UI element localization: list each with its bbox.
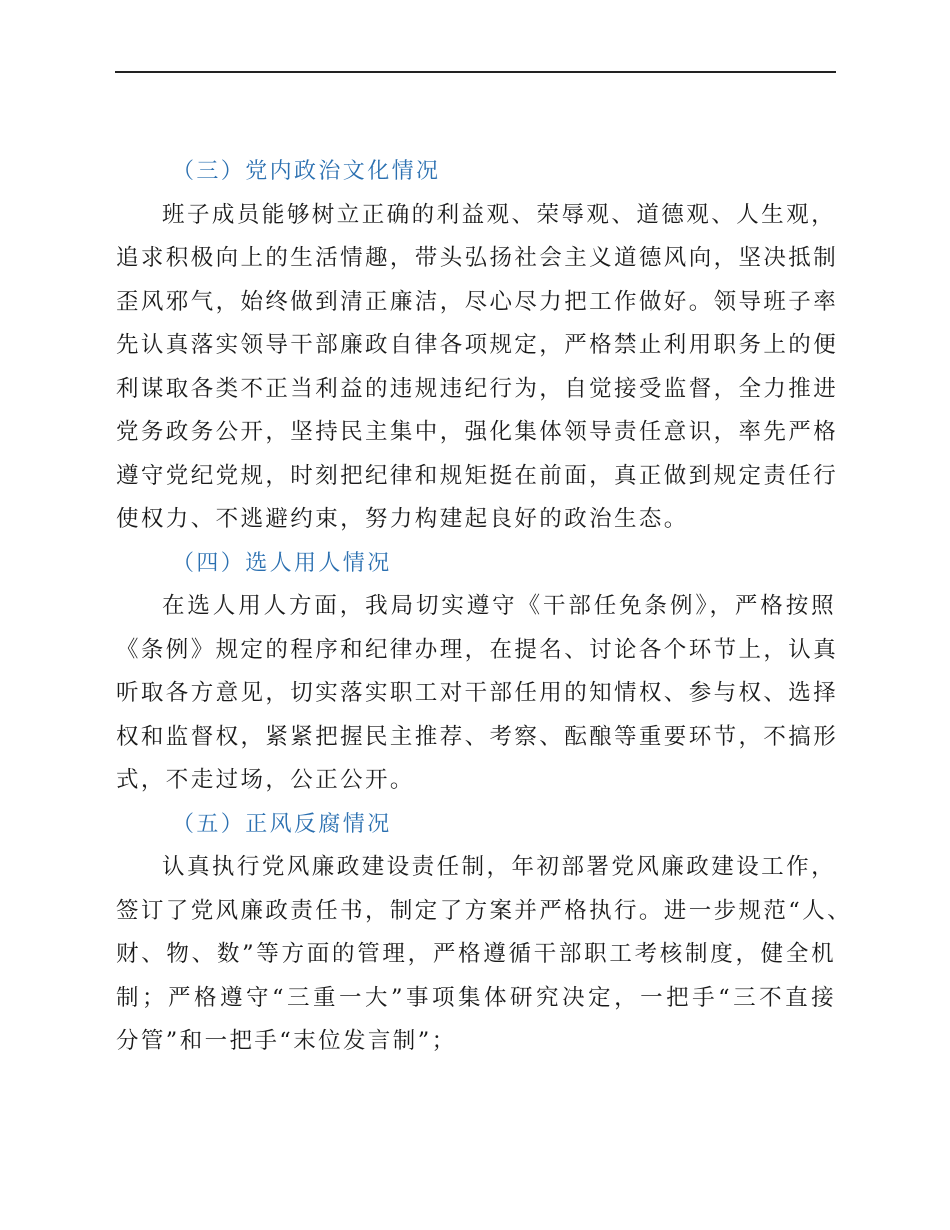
paragraph-line: 利谋取各类不正当利益的违规违纪行为，自觉接受监督，全力推进 — [116, 375, 839, 402]
section-heading-personnel-selection: （四）选人用人情况 — [172, 550, 392, 576]
paragraph-line: 财、物、数”等方面的管理，严格遵循干部职工考核制度，健全机 — [116, 941, 836, 967]
paragraph-line: 认真执行党风廉政建设责任制，年初部署党风廉政建设工作， — [162, 854, 836, 880]
paragraph-line: 使权力、不逃避约束，努力构建起良好的政治生态。 — [116, 506, 689, 532]
paragraph-line: 听取各方意见，切实落实职工对干部任用的知情权、参与权、选择 — [116, 680, 839, 706]
paragraph-line: 歪风邪气，始终做到清正廉洁，尽心尽力把工作做好。领导班子率 — [116, 288, 839, 315]
paragraph-line: 式，不走过场，公正公开。 — [116, 767, 415, 793]
paragraph-line: 制；严格遵守“三重一大”事项集体研究决定，一把手“三不直接 — [116, 984, 836, 1011]
paragraph-line: 签订了党风廉政责任书，制定了方案并严格执行。进一步规范“人、 — [116, 897, 853, 924]
paragraph-line: 先认真落实领导干部廉政自律各项规定，严格禁止利用职务上的便 — [116, 332, 839, 358]
paragraph-line: 班子成员能够树立正确的利益观、荣辱观、道德观、人生观， — [162, 201, 836, 228]
paragraph-line: 党务政务公开，坚持民主集中，强化集体领导责任意识，率先严格 — [116, 419, 839, 445]
paragraph-line: 分管”和一把手“末位发言制”； — [116, 1028, 457, 1054]
paragraph-line: 追求积极向上的生活情趣，带头弘扬社会主义道德风向，坚决抵制 — [116, 245, 839, 271]
paragraph-line: 《条例》规定的程序和纪律办理，在提名、讨论各个环节上，认真 — [116, 636, 839, 663]
section-heading-anti-corruption: （五）正风反腐情况 — [172, 811, 392, 837]
paragraph-line: 权和监督权，紧紧把握民主推荐、考察、酝酿等重要环节，不搞形 — [116, 723, 839, 750]
header-rule — [115, 71, 836, 73]
section-heading-party-culture: （三）党内政治文化情况 — [172, 159, 441, 184]
paragraph-line: 在选人用人方面，我局切实遵守《干部任免条例》，严格按照 — [162, 593, 836, 619]
document-body — [116, 150, 853, 1064]
paragraph-line: 遵守党纪党规，时刻把纪律和规矩挺在前面，真正做到规定责任行 — [116, 462, 839, 489]
